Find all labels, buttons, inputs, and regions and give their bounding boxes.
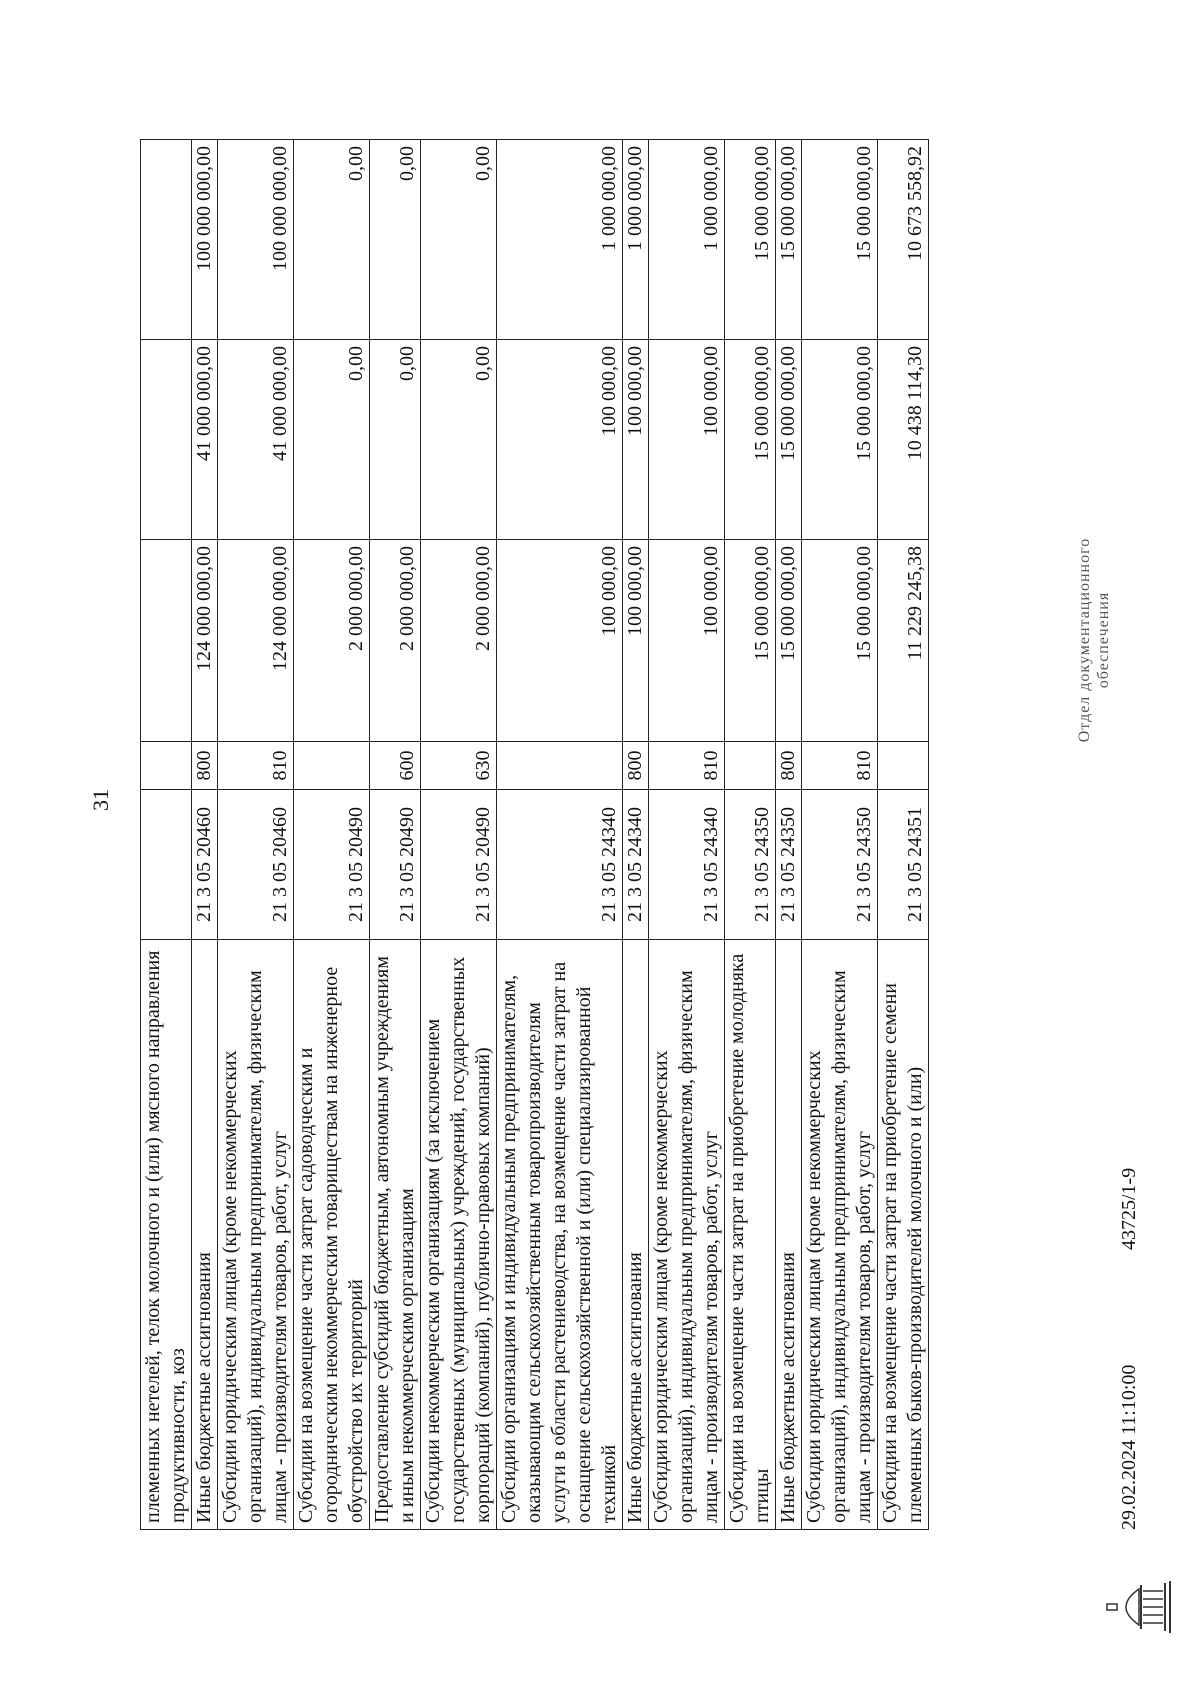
row-amount-2025: 100 000,00	[623, 340, 649, 540]
row-target-code: 21 3 05 20460	[192, 790, 218, 940]
row-description: Предоставление субсидий бюджетным, автономным учреждениям и иным некоммерческим организациям	[370, 940, 421, 1530]
row-amount-2026	[141, 140, 192, 340]
row-target-code: 21 3 05 24350	[725, 790, 776, 940]
row-amount-2025: 41 000 000,00	[192, 340, 218, 540]
table-row	[218, 140, 294, 1530]
row-target-code: 21 3 05 24340	[649, 790, 725, 940]
row-amount-2025: 10 438 114,30	[878, 340, 929, 540]
page-number: 31	[88, 789, 113, 811]
table-row	[141, 140, 192, 1530]
row-expense-type: 810	[802, 742, 878, 790]
row-expense-type	[294, 742, 370, 790]
table-row	[776, 140, 802, 1530]
row-expense-type	[725, 742, 776, 790]
budget-table-body	[141, 140, 929, 1530]
row-amount-2024: 2 000 000,00	[370, 540, 421, 742]
row-expense-type: 810	[649, 742, 725, 790]
row-expense-type: 800	[623, 742, 649, 790]
row-expense-type	[878, 742, 929, 790]
row-amount-2025: 15 000 000,00	[776, 340, 802, 540]
row-expense-type: 810	[218, 742, 294, 790]
stamp-line-2: обеспечения	[1095, 591, 1112, 689]
emblem-icon	[1105, 1579, 1175, 1635]
row-amount-2026: 100 000 000,00	[218, 140, 294, 340]
row-amount-2026: 100 000 000,00	[192, 140, 218, 340]
row-expense-type: 630	[421, 742, 497, 790]
table-row	[294, 140, 370, 1530]
row-amount-2024	[141, 540, 192, 742]
row-amount-2025: 15 000 000,00	[725, 340, 776, 540]
row-amount-2024: 15 000 000,00	[802, 540, 878, 742]
row-expense-type: 800	[776, 742, 802, 790]
table-row	[623, 140, 649, 1530]
row-target-code: 21 3 05 24350	[776, 790, 802, 940]
row-amount-2026: 0,00	[294, 140, 370, 340]
row-amount-2024: 15 000 000,00	[725, 540, 776, 742]
budget-table	[140, 139, 929, 1530]
table-row	[421, 140, 497, 1530]
row-amount-2026: 15 000 000,00	[776, 140, 802, 340]
row-amount-2024: 124 000 000,00	[218, 540, 294, 742]
table-row	[802, 140, 878, 1530]
row-amount-2025: 100 000,00	[497, 340, 623, 540]
row-amount-2025	[141, 340, 192, 540]
row-target-code: 21 3 05 24340	[497, 790, 623, 940]
row-description: Субсидии юридическим лицам (кроме некоммерческих организаций), индивидуальным предпринимателям, физическим лицам - производителям товаров, работ, услуг	[218, 940, 294, 1530]
row-target-code: 21 3 05 20490	[294, 790, 370, 940]
row-amount-2024: 100 000,00	[649, 540, 725, 742]
footer-date: 29.02.2024 11:10:00	[1118, 1364, 1140, 1530]
row-amount-2026: 1 000 000,00	[497, 140, 623, 340]
row-description: Иные бюджетные ассигнования	[623, 940, 649, 1530]
row-amount-2025: 41 000 000,00	[218, 340, 294, 540]
row-amount-2024: 100 000,00	[623, 540, 649, 742]
row-target-code: 21 3 05 20460	[218, 790, 294, 940]
row-amount-2025: 100 000,00	[649, 340, 725, 540]
row-amount-2025: 0,00	[370, 340, 421, 540]
row-description: Иные бюджетные ассигнования	[192, 940, 218, 1530]
row-amount-2026: 1 000 000,00	[623, 140, 649, 340]
table-row	[370, 140, 421, 1530]
row-amount-2026: 10 673 558,92	[878, 140, 929, 340]
table-row	[649, 140, 725, 1530]
row-description: Субсидии юридическим лицам (кроме некоммерческих организаций), индивидуальным предпринимателям, физическим лицам - производителям товаров, работ, услуг	[649, 940, 725, 1530]
row-amount-2024: 100 000,00	[497, 540, 623, 742]
footer-doc-number: 43725/1-9	[1118, 1167, 1140, 1250]
row-amount-2026: 0,00	[370, 140, 421, 340]
stamp	[1075, 490, 1113, 790]
row-amount-2024: 124 000 000,00	[192, 540, 218, 742]
row-expense-type	[497, 742, 623, 790]
row-description: Субсидии организациям и индивидуальным предпринимателям, оказывающим сельскохозяйственным товаропроизводителям услуги в области растениеводства, на возмещение части затрат на оснащение сельскохозяйственной и (или) специализированной техникой	[497, 940, 623, 1530]
row-target-code: 21 3 05 24350	[802, 790, 878, 940]
row-amount-2025: 15 000 000,00	[802, 340, 878, 540]
row-amount-2024: 11 229 245,38	[878, 540, 929, 742]
table-row	[878, 140, 929, 1530]
row-amount-2024: 15 000 000,00	[776, 540, 802, 742]
row-target-code: 21 3 05 20490	[370, 790, 421, 940]
row-description: Субсидии некоммерческим организациям (за исключением государственных (муниципальных) учреждений, государственных корпораций (компаний), публично-правовых компаний)	[421, 940, 497, 1530]
row-target-code: 21 3 05 24351	[878, 790, 929, 940]
row-amount-2025: 0,00	[294, 340, 370, 540]
row-description: Субсидии на возмещение части затрат на приобретение семени племенных быков-производителей молочного и (или)	[878, 940, 929, 1530]
row-amount-2026: 15 000 000,00	[802, 140, 878, 340]
row-description: племенных нетелей, телок молочного и (или) мясного направления продуктивности, коз	[141, 940, 192, 1530]
row-target-code: 21 3 05 20490	[421, 790, 497, 940]
table-row	[192, 140, 218, 1530]
row-description: Субсидии юридическим лицам (кроме некоммерческих организаций), индивидуальным предпринимателям, физическим лицам - производителям товаров, работ, услуг	[802, 940, 878, 1530]
row-amount-2024: 2 000 000,00	[421, 540, 497, 742]
row-amount-2026: 0,00	[421, 140, 497, 340]
row-expense-type: 600	[370, 742, 421, 790]
row-description: Субсидии на возмещение части затрат садоводческим и огородническим некоммерческим товариществам на инженерное обустройство их территорий	[294, 940, 370, 1530]
row-expense-type: 800	[192, 742, 218, 790]
row-description: Субсидии на возмещение части затрат на приобретение молодняка птицы	[725, 940, 776, 1530]
stamp-line-1: Отдел документационного	[1076, 537, 1093, 743]
row-expense-type	[141, 742, 192, 790]
row-amount-2024: 2 000 000,00	[294, 540, 370, 742]
row-amount-2026: 1 000 000,00	[649, 140, 725, 340]
row-amount-2025: 0,00	[421, 340, 497, 540]
row-target-code	[141, 790, 192, 940]
table-row	[725, 140, 776, 1530]
row-amount-2026: 15 000 000,00	[725, 140, 776, 340]
row-target-code: 21 3 05 24340	[623, 790, 649, 940]
table-row	[497, 140, 623, 1530]
row-description: Иные бюджетные ассигнования	[776, 940, 802, 1530]
